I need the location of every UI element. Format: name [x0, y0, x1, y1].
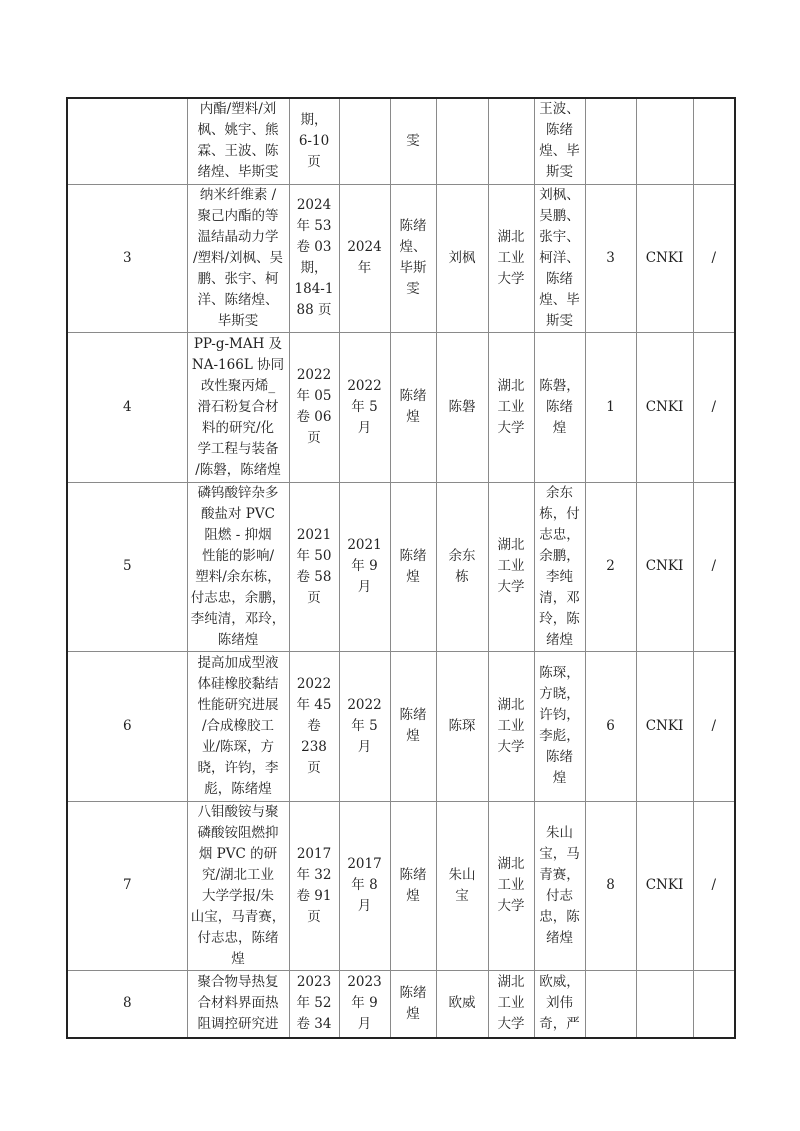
cell-line: 煌、毕 — [539, 291, 580, 308]
cell-line: 余鹏， — [539, 547, 580, 564]
cell-line: 月 — [357, 419, 372, 436]
cell-line: 余东 — [448, 547, 476, 564]
cell-all-authors — [534, 801, 585, 970]
cell-line: 内酯/塑料/刘 — [199, 101, 277, 118]
cell-line: 煌、毕 — [539, 143, 580, 160]
cell-first-author — [436, 332, 488, 482]
cell-all-authors — [534, 98, 585, 184]
cell-line: 卷 03 — [296, 239, 332, 255]
cell-line: 刘枫、 — [539, 186, 580, 203]
cell-first-author — [436, 98, 488, 184]
cell-all-authors — [534, 651, 585, 801]
table-row — [67, 801, 735, 970]
cell-line: 鹏、张宇、柯 — [197, 270, 279, 287]
cell-line: 欧威， — [539, 974, 580, 991]
cell-publish-date — [339, 651, 390, 801]
cell-line: 年 05 — [296, 388, 332, 404]
cell-line: 卷 34 — [296, 1016, 332, 1033]
cell-line: 煌 — [406, 568, 420, 585]
cell-line: 煌 — [406, 728, 420, 744]
cell-line: 奇，严 — [539, 1016, 580, 1033]
cell-number: 3 — [67, 184, 187, 332]
cell-line: 煌 — [552, 419, 567, 436]
cell-line: 宝 — [455, 887, 469, 904]
cell-line: 栋 — [455, 568, 469, 585]
table-row — [67, 184, 735, 332]
cell-publish-date — [339, 184, 390, 332]
cell-database: CNKI — [636, 801, 693, 970]
table-row — [67, 332, 735, 482]
cell-line: 学工程与装备 — [197, 440, 279, 457]
table-row — [67, 482, 735, 651]
cell-line: 欧威 — [448, 995, 476, 1012]
cell-volume-issue — [289, 970, 339, 1038]
cell-line: 2022 — [347, 377, 382, 394]
cell-line: 陈磐， — [539, 377, 580, 394]
cell-corresponding-author — [390, 482, 436, 651]
cell-line: 业/陈琛，方 — [201, 738, 275, 755]
cell-line: 煌 — [406, 1005, 420, 1022]
cell-line: 大学 — [497, 738, 525, 755]
publications-table — [66, 97, 736, 1039]
cell-line: 184-1 — [294, 281, 334, 297]
cell-line: 霖、王波、陈 — [197, 143, 279, 160]
cell-volume-issue — [289, 184, 339, 332]
cell-line: 年 5 — [351, 717, 378, 734]
cell-author-rank: 2 — [585, 482, 636, 651]
cell-line: 吴鹏、 — [539, 207, 580, 224]
cell-line: 湖北 — [497, 537, 525, 553]
cell-line: 性能研究进展 — [197, 696, 279, 713]
cell-line: 煌 — [552, 770, 567, 786]
cell-line: 大学 — [497, 1016, 525, 1033]
cell-line: 年 45 — [296, 696, 332, 713]
cell-line: 工业 — [497, 398, 525, 415]
cell-line: 雯 — [406, 281, 420, 297]
cell-line: 酸盐对 PVC — [201, 505, 275, 522]
cell-author-rank: 1 — [585, 332, 636, 482]
cell-line: 2022 — [296, 367, 332, 383]
cell-line: 聚合物导热复 — [197, 974, 279, 991]
cell-line: 大学 — [497, 579, 525, 595]
table-row — [67, 651, 735, 801]
cell-line: 李纯清，邓玲， — [190, 610, 286, 627]
cell-note: / — [693, 332, 735, 482]
cell-line: 陈绪 — [546, 398, 573, 415]
cell-line: 料的研究/化 — [201, 419, 275, 436]
cell-line: 枫、姚宇、熊 — [197, 122, 279, 139]
cell-number: 8 — [67, 970, 187, 1038]
cell-line: 年 32 — [296, 866, 332, 883]
cell-line: 期， — [300, 260, 328, 276]
cell-line: 陈绪 — [399, 218, 427, 234]
table-row — [67, 970, 735, 1038]
cell-line: 陈绪 — [399, 547, 427, 564]
cell-line: 性能的影响/ — [201, 547, 275, 564]
cell-line: 6-10 — [298, 132, 330, 149]
table-body — [67, 98, 735, 1038]
cell-volume-issue — [289, 332, 339, 482]
cell-line: 2022 — [296, 675, 332, 692]
cell-line: 阻调控研究进 — [197, 1016, 279, 1033]
cell-line: 绪煌、毕斯雯 — [197, 164, 279, 181]
cell-line: 年 9 — [351, 995, 378, 1012]
cell-line: 合材料界面热 — [197, 995, 279, 1012]
cell-line: 2024 — [296, 197, 332, 213]
cell-title — [187, 651, 289, 801]
cell-line: 刘枫 — [448, 249, 476, 266]
cell-line: 2023 — [296, 974, 332, 991]
cell-line: 工业 — [497, 717, 525, 734]
cell-line: 工业 — [497, 877, 525, 893]
cell-institution — [488, 332, 534, 482]
cell-line: 陈绪 — [546, 749, 573, 765]
cell-line: 磷酸铵阻燃抑 — [197, 824, 279, 841]
cell-line: 陈琛， — [539, 665, 580, 681]
cell-line: 许钧， — [539, 707, 580, 723]
cell-line: 温结晶动力学 — [197, 228, 279, 245]
cell-line: 大学学报/朱 — [201, 887, 275, 904]
cell-line: 年 53 — [296, 218, 332, 234]
cell-line: 陈绪 — [399, 388, 427, 404]
cell-all-authors — [534, 482, 585, 651]
cell-line: 2021 — [347, 537, 382, 553]
cell-line: 煌、 — [399, 239, 427, 255]
cell-author-rank — [585, 970, 636, 1038]
cell-line: 湖北 — [497, 696, 525, 713]
cell-institution — [488, 970, 534, 1038]
cell-line: 月 — [357, 1016, 372, 1033]
cell-line: NA-166L 协同 — [191, 356, 285, 373]
cell-line: 卷 06 — [296, 409, 332, 425]
cell-line: 聚己内酯的等 — [197, 207, 279, 224]
cell-number: 6 — [67, 651, 187, 801]
cell-author-rank: 3 — [585, 184, 636, 332]
cell-line: 煌 — [406, 409, 420, 425]
cell-first-author — [436, 801, 488, 970]
cell-line: 年 52 — [296, 995, 332, 1012]
cell-line: 忠，陈 — [539, 908, 580, 925]
cell-corresponding-author — [390, 332, 436, 482]
cell-line: 李彪， — [539, 728, 580, 744]
cell-line: 年 5 — [351, 398, 378, 415]
cell-line: 大学 — [497, 898, 525, 914]
cell-title — [187, 184, 289, 332]
cell-line: 付志 — [546, 887, 573, 904]
cell-line: 毕斯雯 — [217, 312, 259, 329]
cell-line: 陈琛 — [448, 717, 476, 734]
cell-line: PP-g-MAH 及 — [193, 335, 283, 352]
cell-line: 朱山 — [546, 824, 573, 841]
cell-line: 塑料/余东栋， — [195, 568, 281, 585]
cell-line: 大学 — [497, 270, 525, 287]
cell-line: 晓，许钧，李 — [197, 759, 279, 776]
cell-line: 余东 — [546, 484, 573, 501]
cell-corresponding-author — [390, 970, 436, 1038]
cell-title — [187, 332, 289, 482]
cell-line: 滑石粉复合材 — [197, 398, 279, 415]
cell-number: 7 — [67, 801, 187, 970]
cell-publish-date — [339, 970, 390, 1038]
cell-line: 湖北 — [497, 856, 525, 872]
cell-line: 工业 — [497, 995, 525, 1012]
cell-line: 88 页 — [296, 302, 332, 318]
cell-title — [187, 482, 289, 651]
cell-all-authors — [534, 332, 585, 482]
cell-database: CNKI — [636, 184, 693, 332]
cell-line: 栋，付 — [539, 505, 580, 522]
cell-database: CNKI — [636, 651, 693, 801]
cell-note: / — [693, 482, 735, 651]
cell-line: 斯雯 — [546, 312, 573, 329]
cell-line: 彪，陈绪煌 — [204, 780, 272, 797]
cell-line: 体硅橡胶黏结 — [197, 675, 279, 692]
cell-line: 清，邓 — [539, 589, 580, 606]
cell-institution — [488, 482, 534, 651]
cell-line: 八钼酸铵与聚 — [197, 803, 279, 820]
cell-line: 陈绪 — [546, 122, 573, 139]
cell-number: 4 — [67, 332, 187, 482]
cell-line: 陈磐 — [448, 398, 476, 415]
cell-line: 绪煌 — [546, 631, 573, 648]
cell-line: 2021 — [296, 526, 332, 543]
cell-line: 陈绪 — [399, 984, 427, 1001]
cell-line: 陈绪 — [399, 707, 427, 723]
cell-corresponding-author — [390, 651, 436, 801]
cell-line: 煌 — [406, 887, 420, 904]
cell-line: 付志忠，陈绪 — [197, 929, 279, 946]
cell-note: / — [693, 801, 735, 970]
cell-line: 烟 PVC 的研 — [198, 845, 278, 862]
cell-line: 毕斯 — [399, 260, 427, 276]
cell-line: 卷 91 — [296, 887, 332, 904]
cell-line: 雯 — [406, 132, 420, 149]
cell-institution — [488, 98, 534, 184]
cell-line: 工业 — [497, 249, 525, 266]
cell-database: CNKI — [636, 332, 693, 482]
cell-line: 页 — [307, 153, 321, 170]
cell-author-rank: 6 — [585, 651, 636, 801]
cell-line: 年 50 — [296, 547, 332, 564]
cell-line: 磷钨酸锌杂多 — [197, 484, 279, 501]
cell-line: 阻燃 - 抑烟 — [204, 526, 272, 543]
cell-line: /陈磐，陈绪煌 — [195, 461, 281, 478]
cell-line: 王波、 — [539, 101, 580, 118]
cell-line: 陈绪煌 — [217, 631, 259, 648]
cell-line: 2017 — [347, 856, 382, 872]
cell-line: 2022 — [347, 696, 382, 713]
cell-line: 煌 — [231, 950, 245, 967]
table-row — [67, 98, 735, 184]
cell-publish-date — [339, 332, 390, 482]
cell-line: 湖北 — [497, 377, 525, 394]
cell-line: 纳米纤维素 / — [199, 186, 277, 203]
cell-line: 期， — [300, 111, 328, 128]
cell-line: 页 — [307, 430, 321, 446]
cell-note: / — [693, 651, 735, 801]
cell-line: 年 — [357, 260, 372, 276]
cell-line: 月 — [357, 898, 372, 914]
cell-line: 张宇、 — [539, 228, 580, 245]
cell-line: 2024 — [347, 239, 382, 255]
cell-line: 玲，陈 — [539, 610, 580, 627]
cell-line: 卷 58 — [296, 568, 332, 585]
cell-corresponding-author — [390, 801, 436, 970]
cell-line: 朱山 — [448, 866, 476, 883]
cell-line: /塑料/刘枫、吴 — [192, 249, 284, 266]
cell-line: 提高加成型液 — [197, 654, 279, 671]
cell-line: 李纯 — [546, 568, 573, 585]
cell-title — [187, 98, 289, 184]
cell-line: 湖北 — [497, 974, 525, 991]
cell-publish-date — [339, 482, 390, 651]
cell-volume-issue — [289, 98, 339, 184]
cell-number: 5 — [67, 482, 187, 651]
cell-publish-date — [339, 98, 390, 184]
cell-all-authors — [534, 970, 585, 1038]
cell-note — [693, 970, 735, 1038]
cell-database — [636, 970, 693, 1038]
cell-volume-issue — [289, 651, 339, 801]
cell-database: CNKI — [636, 482, 693, 651]
cell-line: 柯洋、 — [539, 249, 580, 266]
cell-line: 改性聚丙烯_ — [200, 377, 276, 394]
cell-institution — [488, 651, 534, 801]
cell-line: 山宝，马青赛， — [190, 908, 286, 925]
cell-first-author — [436, 482, 488, 651]
cell-author-rank: 8 — [585, 801, 636, 970]
cell-note — [693, 98, 735, 184]
cell-line: 洋、陈绪煌、 — [197, 291, 279, 308]
cell-line: 刘伟 — [546, 995, 573, 1012]
cell-line: 方晓， — [539, 686, 580, 702]
cell-line: 斯雯 — [546, 164, 573, 181]
cell-corresponding-author — [390, 98, 436, 184]
cell-number — [67, 98, 187, 184]
cell-author-rank — [585, 98, 636, 184]
cell-line: 究/湖北工业 — [201, 866, 275, 883]
cell-title — [187, 970, 289, 1038]
cell-volume-issue — [289, 482, 339, 651]
cell-line: 2017 — [296, 845, 332, 862]
cell-publish-date — [339, 801, 390, 970]
cell-line: 卷 — [307, 717, 321, 734]
cell-line: 志忠， — [539, 526, 580, 543]
cell-line: 2023 — [347, 974, 382, 991]
cell-title — [187, 801, 289, 970]
cell-all-authors — [534, 184, 585, 332]
cell-line: 绪煌 — [546, 929, 573, 946]
cell-line: 大学 — [497, 419, 525, 436]
cell-line: /合成橡胶工 — [201, 717, 275, 734]
cell-line: 宝，马 — [539, 845, 580, 862]
cell-database — [636, 98, 693, 184]
cell-line: 238 — [301, 738, 327, 755]
cell-first-author — [436, 184, 488, 332]
cell-institution — [488, 801, 534, 970]
cell-note: / — [693, 184, 735, 332]
cell-line: 月 — [357, 738, 372, 755]
cell-line: 年 8 — [351, 877, 378, 893]
cell-line: 陈绪 — [399, 866, 427, 883]
cell-line: 陈绪 — [546, 270, 573, 287]
cell-line: 青赛， — [539, 866, 580, 883]
cell-first-author — [436, 970, 488, 1038]
cell-line: 月 — [357, 579, 372, 595]
cell-line: 页 — [307, 589, 321, 606]
cell-first-author — [436, 651, 488, 801]
cell-line: 年 9 — [351, 558, 378, 574]
cell-line: 页 — [307, 908, 321, 925]
cell-institution — [488, 184, 534, 332]
cell-corresponding-author — [390, 184, 436, 332]
cell-line: 付志忠，余鹏， — [190, 589, 286, 606]
cell-line: 页 — [307, 759, 321, 776]
cell-volume-issue — [289, 801, 339, 970]
cell-line: 工业 — [497, 558, 525, 574]
cell-line: 湖北 — [497, 228, 525, 245]
